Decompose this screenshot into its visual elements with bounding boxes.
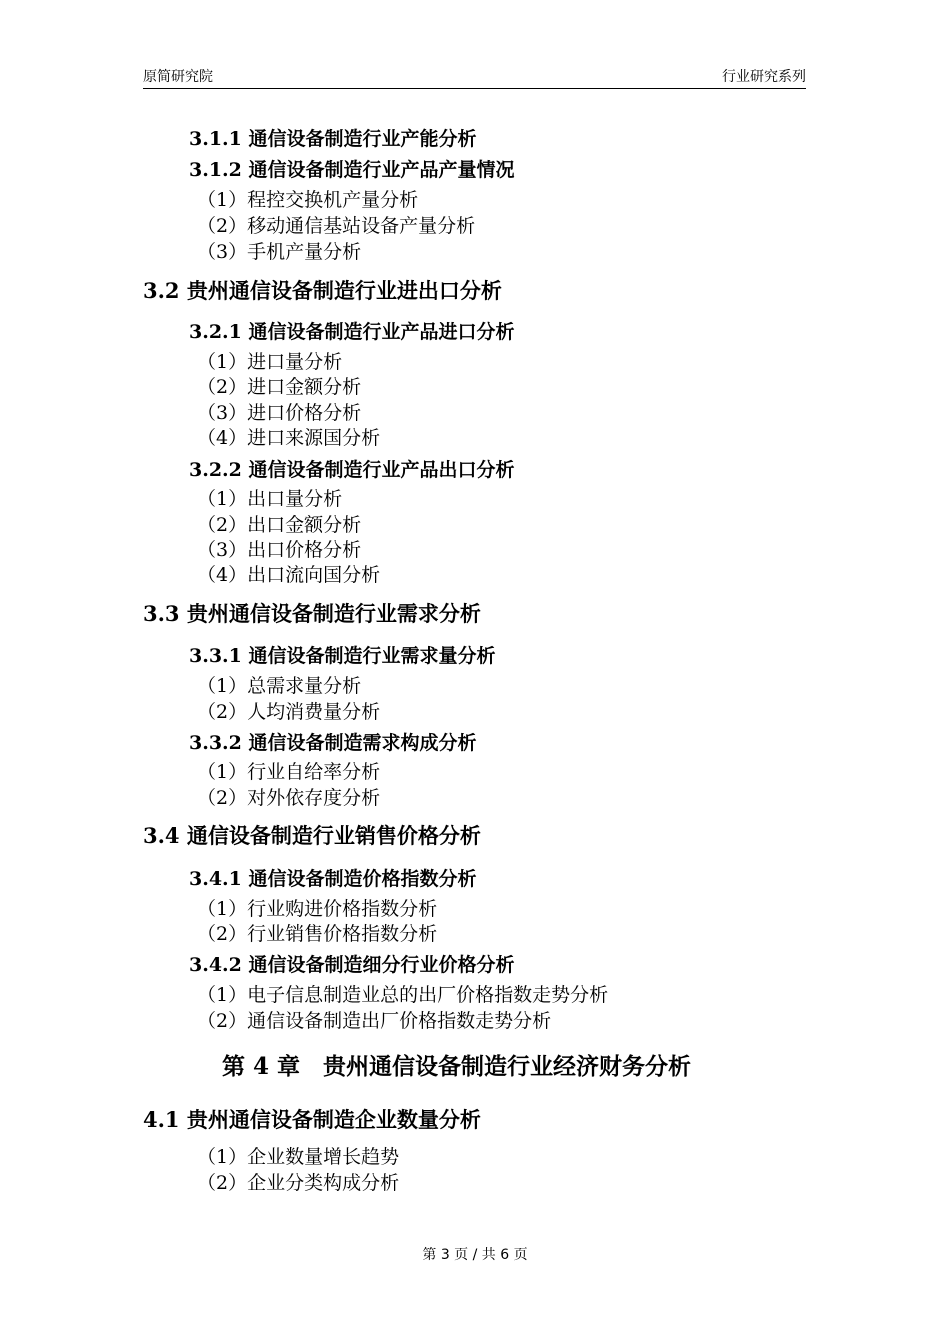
toc-item: 3.1.2 通信设备制造行业产品产量情况 — [189, 159, 515, 181]
toc-item: （1）程控交换机产量分析 — [197, 189, 419, 211]
toc-item: （3）手机产量分析 — [197, 241, 362, 263]
toc-item: （1）企业数量增长趋势 — [197, 1146, 400, 1168]
toc-item: （2）进口金额分析 — [197, 376, 362, 398]
toc-item: （4）进口来源国分析 — [197, 427, 381, 449]
header-series-name: 行业研究系列 — [722, 69, 806, 85]
toc-item: （1）出口量分析 — [197, 488, 343, 510]
toc-item: 3.2.1 通信设备制造行业产品进口分析 — [189, 321, 515, 343]
toc-item: （2）通信设备制造出厂价格指数走势分析 — [197, 1010, 552, 1032]
toc-item: （1）进口量分析 — [197, 351, 343, 373]
toc-item: （2）人均消费量分析 — [197, 701, 381, 723]
toc-section: 3.3 贵州通信设备制造行业需求分析 — [143, 601, 481, 626]
header-org-name: 原简研究院 — [143, 69, 213, 85]
toc-item: （1）行业购进价格指数分析 — [197, 898, 438, 920]
toc-item: （2）移动通信基站设备产量分析 — [197, 215, 476, 237]
toc-item: （3）出口价格分析 — [197, 539, 362, 561]
toc-item: （1）行业自给率分析 — [197, 761, 381, 783]
toc-item: 3.3.1 通信设备制造行业需求量分析 — [189, 645, 496, 667]
page-number: 第 3 页 / 共 6 页 — [422, 1247, 528, 1263]
toc-item: 3.4.2 通信设备制造细分行业价格分析 — [189, 954, 515, 976]
toc-section: 3.4 通信设备制造行业销售价格分析 — [143, 823, 481, 848]
toc-section: 3.2 贵州通信设备制造行业进出口分析 — [143, 278, 502, 303]
toc-item: （2）对外依存度分析 — [197, 787, 381, 809]
toc-item: 3.4.1 通信设备制造价格指数分析 — [189, 868, 477, 890]
toc-item: （1）电子信息制造业总的出厂价格指数走势分析 — [197, 984, 609, 1006]
page-header — [143, 66, 806, 89]
toc-item: （1）总需求量分析 — [197, 675, 362, 697]
toc-item: （4）出口流向国分析 — [197, 564, 381, 586]
chapter-heading: 第 4 章 贵州通信设备制造行业经济财务分析 — [222, 1053, 692, 1080]
toc-item: 3.3.2 通信设备制造需求构成分析 — [189, 732, 477, 754]
toc-item: 3.2.2 通信设备制造行业产品出口分析 — [189, 459, 515, 481]
toc-section: 4.1 贵州通信设备制造企业数量分析 — [143, 1107, 481, 1132]
toc-item: （2）出口金额分析 — [197, 514, 362, 536]
toc-item: （2）行业销售价格指数分析 — [197, 923, 438, 945]
toc-item: 3.1.1 通信设备制造行业产能分析 — [189, 128, 477, 150]
toc-item: （3）进口价格分析 — [197, 402, 362, 424]
toc-item: （2）企业分类构成分析 — [197, 1172, 400, 1194]
